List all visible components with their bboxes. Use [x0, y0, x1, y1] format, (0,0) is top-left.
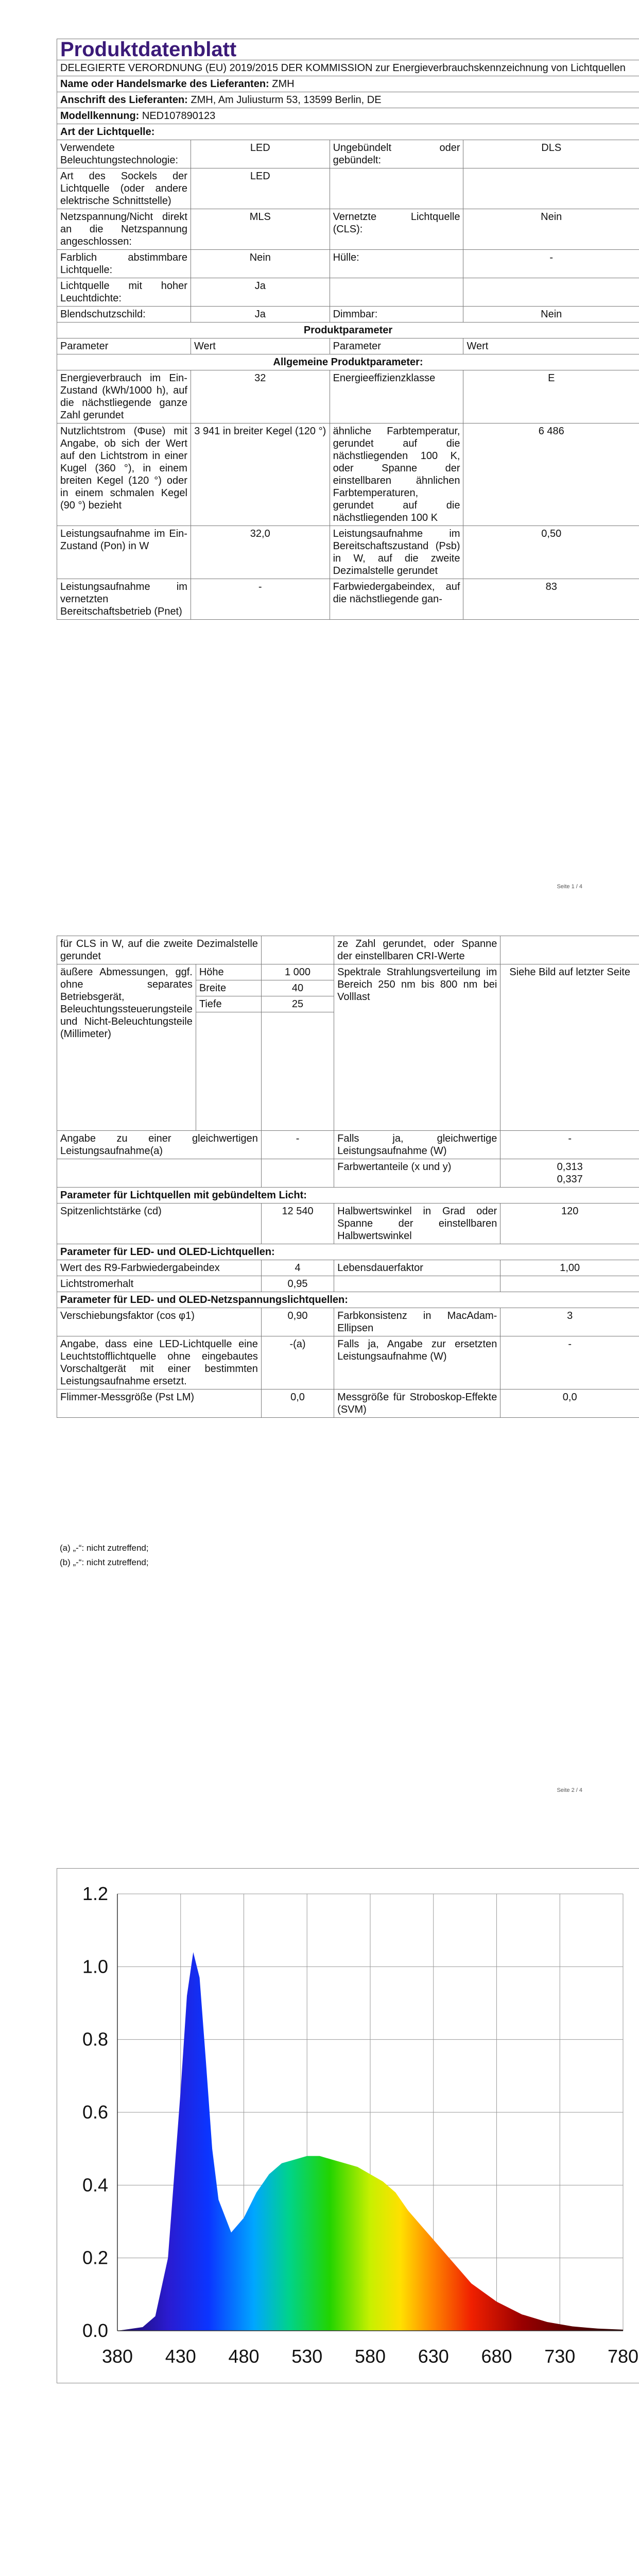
param-label: Leistungsaufnahme im vernetzten Bereitschaftsbetrieb (Pnet)	[57, 579, 191, 620]
equivalent-power-label: Angabe zu einer gleichwertigen Leistungsaufnahme(a)	[57, 1131, 262, 1159]
page-2	[0, 904, 639, 1807]
param-label: ähnliche Farbtemperatur, gerundet auf die nächstliegenden 100 K, oder Spanne der einstellbaren ähnlichen Farbtemperaturen, gerundet auf die nächstliegenden 100 K	[330, 423, 463, 526]
table-row	[57, 307, 639, 323]
displacement-factor-value: 0,90	[261, 1308, 334, 1336]
type-label: Lichtquelle mit hoher Leuchtdichte:	[57, 278, 191, 307]
flicker-label: Flimmer-Messgröße (Pst LM)	[57, 1389, 262, 1418]
type-label: Hülle:	[330, 250, 463, 278]
type-value: Ja	[191, 307, 330, 323]
spectral-distribution-value: Siehe Bild auf letzter Seite	[500, 964, 639, 1131]
param-value: 32	[191, 370, 330, 423]
table-row	[57, 1159, 639, 1188]
page-1	[0, 0, 639, 904]
param-label: Energieverbrauch im Ein-Zustand (kWh/1000 h), auf die nächstliegende ganze Zahl gerundet	[57, 370, 191, 423]
table-row	[57, 1260, 639, 1276]
param-value: 3 941 in breiter Kegel (120 °)	[191, 423, 330, 526]
column-header-value: Wert	[463, 338, 639, 354]
light-source-type-header: Art der Lichtquelle:	[57, 124, 639, 140]
param-value: E	[463, 370, 639, 423]
dimension-width-value: 40	[261, 980, 334, 996]
param-label: Nutzlichtstrom (Φuse) mit Angabe, ob sich der Wert auf den Lichtstrom in einer Kugel (360 °), in einem breiten Kegel (120 °) oder in einem schmalen Kegel (90 °) bezieht	[57, 423, 191, 526]
model-row	[57, 108, 639, 124]
type-label: Ungebündelt oder gebündelt:	[330, 140, 463, 168]
dimension-height-label: Höhe	[196, 964, 261, 980]
supplier-address-label: Anschrift des Lieferanten:	[60, 94, 188, 106]
stroboscopic-label: Messgröße für Stroboskop-Effekte (SVM)	[334, 1389, 500, 1418]
colour-consistency-label: Farbkonsistenz in MacAdam-Ellipsen	[334, 1308, 500, 1336]
mains-params-header: Parameter für LED- und OLED-Netzspannungslichtquellen:	[57, 1292, 639, 1308]
table-row	[57, 1131, 639, 1159]
dimension-depth-label: Tiefe	[196, 996, 261, 1012]
type-label: Farblich abstimmbare Lichtquelle:	[57, 250, 191, 278]
table-row	[57, 1276, 639, 1292]
x-tick-label: 730	[544, 2346, 576, 2367]
empty-cell	[500, 936, 639, 964]
directional-params-header: Parameter für Lichtquellen mit gebündeltem Licht:	[57, 1188, 639, 1204]
param-label: Energieeffizienzklasse	[330, 370, 463, 423]
flicker-value: 0,0	[261, 1389, 334, 1418]
footnote-b: (b) „-“: nicht zutreffend;	[60, 1557, 149, 1567]
document-title: Produktdatenblatt	[57, 39, 639, 60]
survival-factor-value: 1,00	[500, 1260, 639, 1276]
param-value: 83	[463, 579, 639, 620]
y-tick-label: 0.2	[82, 2247, 108, 2268]
lumen-maintenance-value: 0,95	[261, 1276, 334, 1292]
colour-consistency-value: 3	[500, 1308, 639, 1336]
y-tick-label: 0.0	[82, 2320, 108, 2341]
column-header-parameter: Parameter	[57, 338, 191, 354]
dimensions-label: äußere Abmessungen, ggf. ohne separates Betriebsgerät, Beleuchtungssteuerungsteile und Nicht-Beleuchtungsteile (Millimeter)	[57, 964, 196, 1131]
dimension-width-label: Breite	[196, 980, 261, 996]
chromaticity-value	[500, 1159, 639, 1188]
column-header-value: Wert	[191, 338, 330, 354]
beam-angle-label: Halbwertswinkel in Grad oder Spanne der einstellbaren Halbwertswinkel	[334, 1204, 500, 1244]
page-3	[0, 1807, 639, 2576]
equivalent-power-value: -	[261, 1131, 334, 1159]
chromaticity-y: 0,337	[557, 1174, 583, 1185]
param-label: ze Zahl gerundet, oder Spanne der einstellbaren CRI-Werte	[334, 936, 500, 964]
product-params-header: Produktparameter	[57, 323, 639, 338]
param-value: 6 486	[463, 423, 639, 526]
empty-cell	[500, 1276, 639, 1292]
param-value: -	[191, 579, 330, 620]
equivalent-power-w-label: Falls ja, gleichwertige Leistungsaufnahme (W)	[334, 1131, 500, 1159]
param-label: Leistungsaufnahme im Ein-Zustand (Pon) in W	[57, 526, 191, 579]
regulation-reference: DELEGIERTE VERORDNUNG (EU) 2019/2015 DER KOMMISSION zur Energieverbrauchskennzeichnung von Lichtquellen	[57, 60, 639, 76]
page-number: Seite 1 / 4	[557, 884, 582, 890]
x-tick-label: 580	[354, 2346, 386, 2367]
type-value: LED	[191, 140, 330, 168]
param-value: 32,0	[191, 526, 330, 579]
param-label: Farbwiedergabeindex, auf die nächstliegende gan-	[330, 579, 463, 620]
column-header-row	[57, 338, 639, 354]
y-tick-label: 0.6	[82, 2102, 108, 2123]
footnote-a: (a) „-“: nicht zutreffend;	[60, 1543, 149, 1553]
dimension-depth-value: 25	[261, 996, 334, 1012]
type-value: Nein	[463, 209, 639, 250]
beam-angle-value: 120	[500, 1204, 639, 1244]
x-tick-label: 630	[418, 2346, 449, 2367]
table-row	[57, 140, 639, 168]
replacement-claim-label: Angabe, dass eine LED-Lichtquelle eine Leuchtstofflichtquelle ohne eingebautes Vorschaltgerät mit einer bestimmten Leistungsaufnahme ersetzt.	[57, 1336, 262, 1389]
led-params-header: Parameter für LED- und OLED-Lichtquellen:	[57, 1244, 639, 1260]
spectral-distribution-chart	[57, 1868, 639, 2383]
type-value: MLS	[191, 209, 330, 250]
x-tick-label: 680	[481, 2346, 512, 2367]
table-row	[57, 1389, 639, 1418]
y-tick-label: 1.2	[82, 1883, 108, 1904]
supplier-address-row	[57, 92, 639, 108]
x-tick-label: 530	[291, 2346, 323, 2367]
empty-cell	[196, 1012, 261, 1131]
type-value: Ja	[191, 278, 330, 307]
empty-cell	[261, 936, 334, 964]
displacement-factor-label: Verschiebungsfaktor (cos φ1)	[57, 1308, 262, 1336]
model-value: NED107890123	[142, 110, 216, 122]
spectral-distribution-label: Spektrale Strahlungsverteilung im Bereich 250 nm bis 800 nm bei Volllast	[334, 964, 500, 1131]
column-header-parameter: Parameter	[330, 338, 463, 354]
empty-cell	[330, 278, 463, 307]
replacement-power-value: -	[500, 1336, 639, 1389]
y-tick-label: 1.0	[82, 1956, 108, 1977]
type-label: Vernetzte Lichtquelle (CLS):	[330, 209, 463, 250]
table-row	[57, 250, 639, 278]
replacement-power-label: Falls ja, Angabe zur ersetzten Leistungsaufnahme (W)	[334, 1336, 500, 1389]
param-value: 0,50	[463, 526, 639, 579]
type-value: DLS	[463, 140, 639, 168]
empty-cell	[261, 1159, 334, 1188]
supplier-name-row	[57, 76, 639, 92]
r9-label: Wert des R9-Farbwiedergabeindex	[57, 1260, 262, 1276]
table-row	[57, 936, 639, 964]
equivalent-power-w-value: -	[500, 1131, 639, 1159]
type-label: Dimmbar:	[330, 307, 463, 323]
empty-cell	[261, 1012, 334, 1131]
table-row	[57, 278, 639, 307]
model-label: Modellkennung:	[60, 110, 140, 122]
type-value: Nein	[191, 250, 330, 278]
param-label: für CLS in W, auf die zweite Dezimalstelle gerundet	[57, 936, 262, 964]
type-label: Verwendete Beleuchtungstechnologie:	[57, 140, 191, 168]
chromaticity-label: Farbwertanteile (x und y)	[334, 1159, 500, 1188]
x-tick-label: 380	[101, 2346, 133, 2367]
table-row	[57, 423, 639, 526]
table-row	[57, 1336, 639, 1389]
type-value: LED	[191, 168, 330, 209]
table-row	[57, 964, 639, 980]
param-label: Leistungsaufnahme im Bereitschaftszustand (Psb) in W, auf die zweite Dezimalstelle gerundet	[330, 526, 463, 579]
empty-cell	[334, 1276, 500, 1292]
type-label: Netzspannung/Nicht direkt an die Netzspannung angeschlossen:	[57, 209, 191, 250]
x-tick-label: 480	[228, 2346, 260, 2367]
product-datasheet-table	[57, 39, 639, 620]
survival-factor-label: Lebensdauerfaktor	[334, 1260, 500, 1276]
page-number: Seite 2 / 4	[557, 1787, 582, 1793]
table-row	[57, 209, 639, 250]
supplier-name-value: ZMH	[272, 78, 295, 90]
table-row	[57, 1308, 639, 1336]
y-tick-label: 0.4	[82, 2174, 108, 2196]
empty-cell	[463, 168, 639, 209]
peak-intensity-value: 12 540	[261, 1204, 334, 1244]
empty-cell	[57, 1159, 262, 1188]
empty-cell	[330, 168, 463, 209]
x-tick-label: 780	[607, 2346, 639, 2367]
supplier-address-value: ZMH, Am Juliusturm 53, 13599 Berlin, DE	[191, 94, 382, 106]
empty-cell	[463, 278, 639, 307]
r9-value: 4	[261, 1260, 334, 1276]
table-row	[57, 526, 639, 579]
chromaticity-x: 0,313	[557, 1161, 583, 1173]
peak-intensity-label: Spitzenlichtstärke (cd)	[57, 1204, 262, 1244]
x-axis-tick-labels	[102, 2346, 638, 2367]
table-row	[57, 168, 639, 209]
general-params-header: Allgemeine Produktparameter:	[57, 354, 639, 370]
type-label: Blendschutzschild:	[57, 307, 191, 323]
table-row	[57, 579, 639, 620]
table-row	[57, 1204, 639, 1244]
product-datasheet-table-continued	[57, 936, 639, 1418]
x-tick-label: 430	[165, 2346, 196, 2367]
replacement-claim-value: -(a)	[261, 1336, 334, 1389]
type-value: Nein	[463, 307, 639, 323]
table-row	[57, 370, 639, 423]
type-label: Art des Sockels der Lichtquelle (oder andere elektrische Schnittstelle)	[57, 168, 191, 209]
dimension-height-value: 1 000	[261, 964, 334, 980]
type-value: -	[463, 250, 639, 278]
stroboscopic-value: 0,0	[500, 1389, 639, 1418]
lumen-maintenance-label: Lichtstromerhalt	[57, 1276, 262, 1292]
y-tick-label: 0.8	[82, 2028, 108, 2050]
supplier-name-label: Name oder Handelsmarke des Lieferanten:	[60, 78, 269, 90]
